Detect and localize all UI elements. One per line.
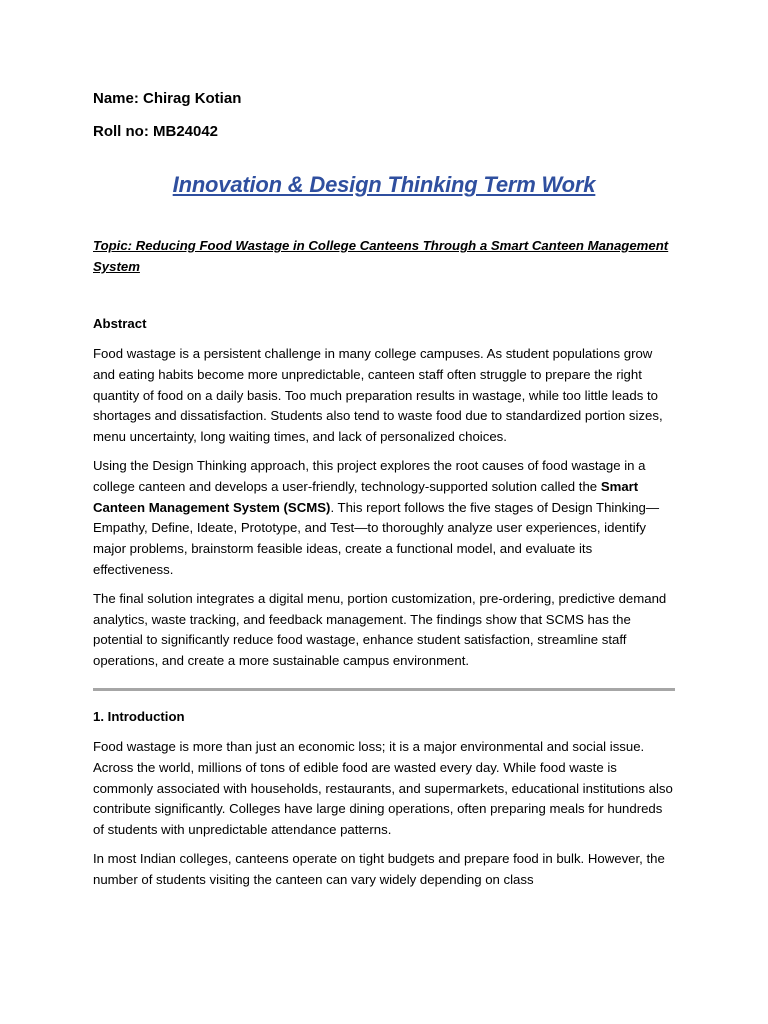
scms-bold-term: Smart Canteen Management System (SCMS) <box>93 478 639 515</box>
introduction-paragraph-1: Food wastage is more than just an economic loss; it is a major environmental and social issue. Across the world, millions of tons of edible food are wasted every day. While food waste is commonly associated with households, restaurants, and supermarkets, educational institutions also contribute significantly. Colleges have large dining operations, often preparing meals for hundreds of students with unpredictable attendance patterns. <box>93 738 673 838</box>
student-name: Name: Chirag Kotian <box>93 90 242 107</box>
document-body <box>93 88 675 891</box>
abstract-paragraph-2-text-a: Using the Design Thinking approach, this project explores the root causes of food wastage in a college canteen and develops a user-friendly, technology-supported solution called the <box>93 457 646 494</box>
abstract-paragraph-1: Food wastage is a persistent challenge in many college campuses. As student populations grow and eating habits become more unpredictable, canteen staff often struggle to prepare the right quantity of food on a daily basis. Too much preparation results in wastage, while too little leads to shortages and dissatisfaction. Students also tend to waste food due to standardized portion sizes, menu uncertainty, long waiting times, and lack of personalized choices. <box>93 346 663 445</box>
topic-line: Topic: Reducing Food Wastage in College Canteens Through a Smart Canteen Management System <box>93 238 669 274</box>
abstract-paragraph-2 <box>93 456 675 581</box>
document-title: Innovation & Design Thinking Term Work <box>172 172 596 197</box>
abstract-paragraph-2-text-b: . This report follows the five stages of Design Thinking—Empathy, Define, Ideate, Prototype, and Test—to thoroughly analyze user experiences, identify major problems, brainstorm feasible ideas, create a functional model, and evaluate its effectiveness. <box>93 499 660 577</box>
introduction-heading: 1. Introduction <box>93 708 185 724</box>
roll-number: Roll no: MB24042 <box>93 123 219 140</box>
abstract-paragraph-3: The final solution integrates a digital menu, portion customization, pre-ordering, predictive demand analytics, waste tracking, and feedback management. The findings show that SCMS has the potential to significantly reduce food wastage, enhance student satisfaction, streamline staff operations, and create a more sustainable campus environment. <box>93 590 667 669</box>
introduction-paragraph-2: In most Indian colleges, canteens operate on tight budgets and prepare food in bulk. However, the number of students visiting the canteen can vary widely depending on class <box>93 850 665 887</box>
abstract-heading: Abstract <box>93 316 147 331</box>
section-divider <box>93 688 675 691</box>
